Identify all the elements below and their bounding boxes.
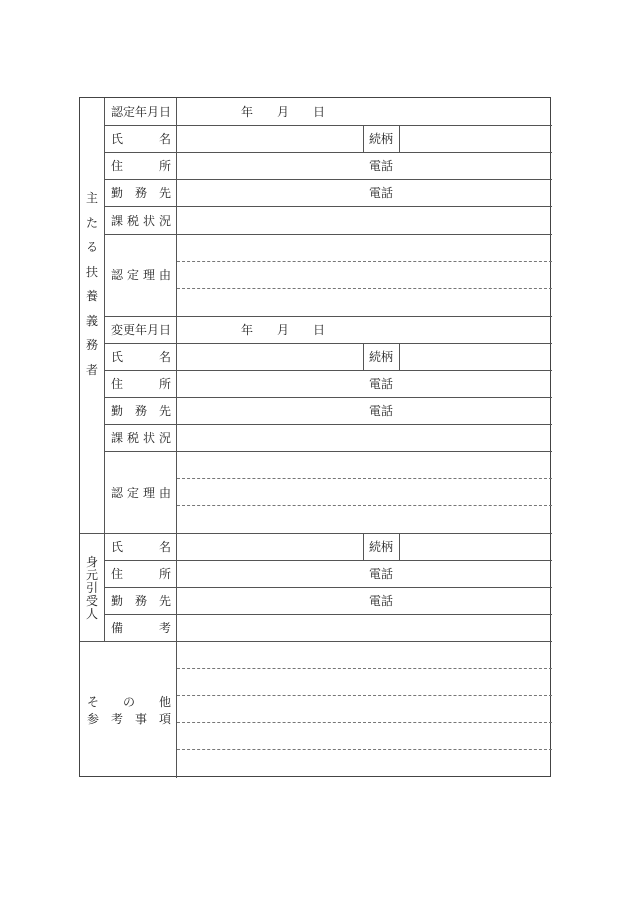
label-phone: 電話	[369, 377, 394, 391]
label-relationship: 続柄	[369, 540, 394, 554]
label-relationship: 続柄	[369, 350, 394, 364]
label-address: 住 所	[111, 159, 171, 173]
changed-tax-status-field[interactable]	[177, 425, 552, 451]
date-day-unit: 日	[313, 105, 326, 119]
section-guarantor: 身 元 引 受 人	[85, 555, 98, 621]
changed-relationship-field[interactable]	[400, 344, 552, 370]
label-name: 氏 名	[111, 540, 171, 554]
section-other-line2: 参 考 事 項	[87, 712, 171, 726]
label-tax-status: 課 税 状 況	[111, 214, 171, 228]
changed-address-field[interactable]	[177, 371, 552, 397]
changed-name-field[interactable]	[177, 344, 363, 370]
label-phone: 電話	[369, 186, 394, 200]
change-date-field[interactable]	[177, 317, 552, 343]
label-phone: 電話	[369, 567, 394, 581]
change-reason-field[interactable]	[177, 452, 552, 533]
supporter-name-field[interactable]	[177, 126, 363, 152]
label-name: 氏 名	[111, 350, 171, 364]
label-phone: 電話	[369, 594, 394, 608]
label-phone: 電話	[369, 159, 394, 173]
label-reason: 認 定 理 由	[111, 268, 171, 282]
date-month-unit: 月	[277, 323, 290, 337]
label-workplace: 勤 務 先	[111, 404, 171, 418]
supporter-relationship-field[interactable]	[400, 126, 552, 152]
changed-workplace-field[interactable]	[177, 398, 552, 424]
dependency-form-table	[79, 97, 551, 777]
guarantor-relationship-field[interactable]	[400, 534, 552, 560]
date-month-unit: 月	[277, 105, 290, 119]
label-workplace: 勤 務 先	[111, 594, 171, 608]
label-reason: 認 定 理 由	[111, 486, 171, 500]
label-change-date: 変更年月日	[111, 323, 172, 337]
label-relationship: 続柄	[369, 132, 394, 146]
label-phone: 電話	[369, 404, 394, 418]
label-name: 氏 名	[111, 132, 171, 146]
label-remarks: 備 考	[111, 621, 171, 635]
date-day-unit: 日	[313, 323, 326, 337]
guarantor-workplace-field[interactable]	[177, 588, 552, 614]
supporter-tax-status-field[interactable]	[177, 207, 552, 234]
label-tax-status: 課 税 状 況	[111, 431, 171, 445]
guarantor-remarks-field[interactable]	[177, 615, 552, 641]
guarantor-address-field[interactable]	[177, 561, 552, 587]
recognition-reason-field[interactable]	[177, 235, 552, 316]
label-address: 住 所	[111, 377, 171, 391]
label-workplace: 勤 務 先	[111, 186, 171, 200]
guarantor-name-field[interactable]	[177, 534, 363, 560]
supporter-address-field[interactable]	[177, 153, 552, 179]
date-year-unit: 年	[241, 105, 254, 119]
section-other-line1: そ の 他	[87, 695, 171, 709]
supporter-workplace-field[interactable]	[177, 180, 552, 206]
recognition-date-field[interactable]	[177, 99, 552, 125]
other-notes-field[interactable]	[177, 642, 552, 777]
label-address: 住 所	[111, 567, 171, 581]
date-year-unit: 年	[241, 323, 254, 337]
label-recognition-date: 認定年月日	[111, 105, 172, 119]
section-main-supporter: 主 た る 扶 養 義 務 者	[85, 191, 98, 377]
